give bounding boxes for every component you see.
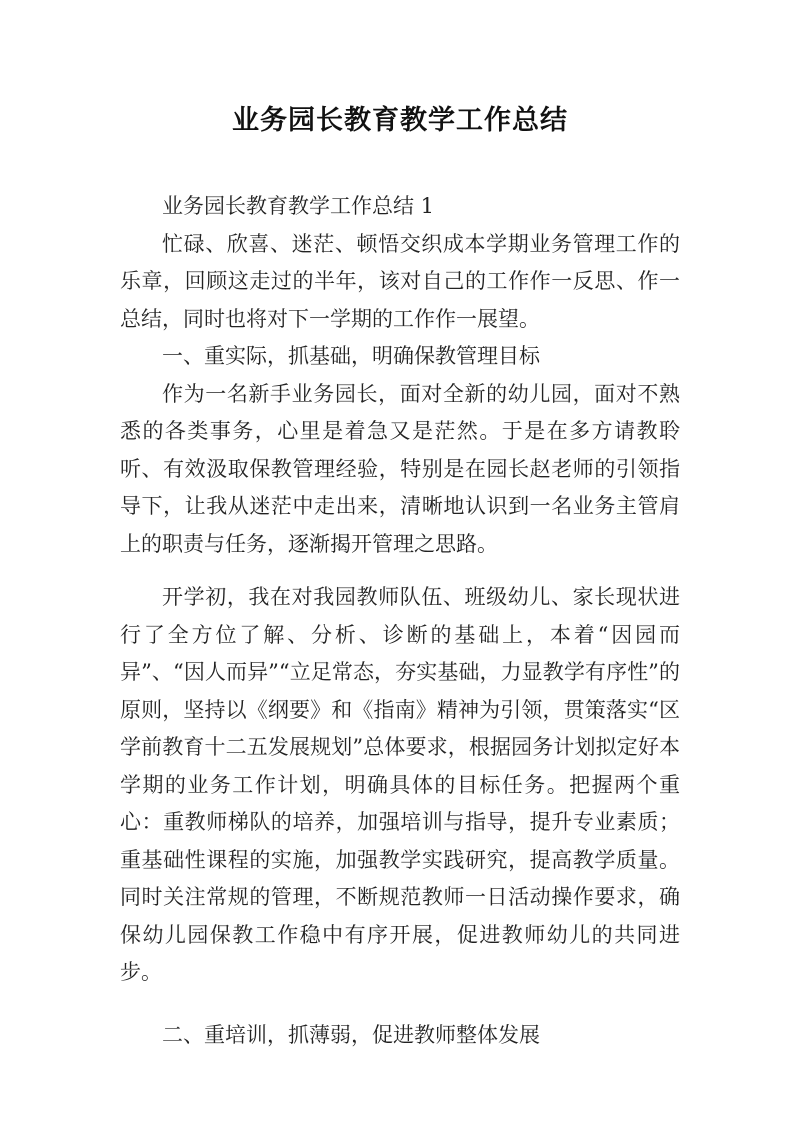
paragraph-intro: 忙碌、欣喜、迷茫、顿悟交织成本学期业务管理工作的乐章，回顾这走过的半年，该对自己的工作作一反思、作一总结，同时也将对下一学期的工作作一展望。 [120, 231, 680, 331]
section-heading-1: 一、重实际，抓基础，明确保教管理目标 [162, 344, 540, 368]
section-heading-2: 二、重培训，抓薄弱，促进教师整体发展 [162, 1022, 540, 1047]
document-title: 业务园长教育教学工作总结 [232, 105, 568, 136]
section-subtitle: 业务园长教育教学工作总结 1 [162, 194, 435, 218]
paragraph-1: 作为一名新手业务园长，面对全新的幼儿园，面对不熟悉的各类事务，心里是着急又是茫然。于是在多方请教聆听、有效汲取保教管理经验，特别是在园长赵老师的引领指导下，让我从迷茫中走出来，清晰地认识到一名业务主管肩上的职责与任务，逐渐揭开管理之思路。 [120, 381, 680, 556]
document-body [120, 188, 680, 1054]
paragraph-2: 开学初，我在对我园教师队伍、班级幼儿、家长现状进行了全方位了解、分析、诊断的基础上，本着“因园而异”、“因人而异”“立足常态，夯实基础，力显教学有序性”的原则，坚持以《纲要》和《指南》精神为引领，贯策落实“区学前教育十二五发展规划”总体要求，根据园务计划拟定好本学期的业务工作计划，明确具体的目标任务。把握两个重心：重教师梯队的培养，加强培训与指导，提升专业素质；重基础性课程的实施，加强教学实践研究，提高教学质量。同时关注常规的管理，不断规范教师一日活动操作要求，确保幼儿园保教工作稳中有序开展，促进教师幼儿的共同进步。 [120, 585, 680, 984]
